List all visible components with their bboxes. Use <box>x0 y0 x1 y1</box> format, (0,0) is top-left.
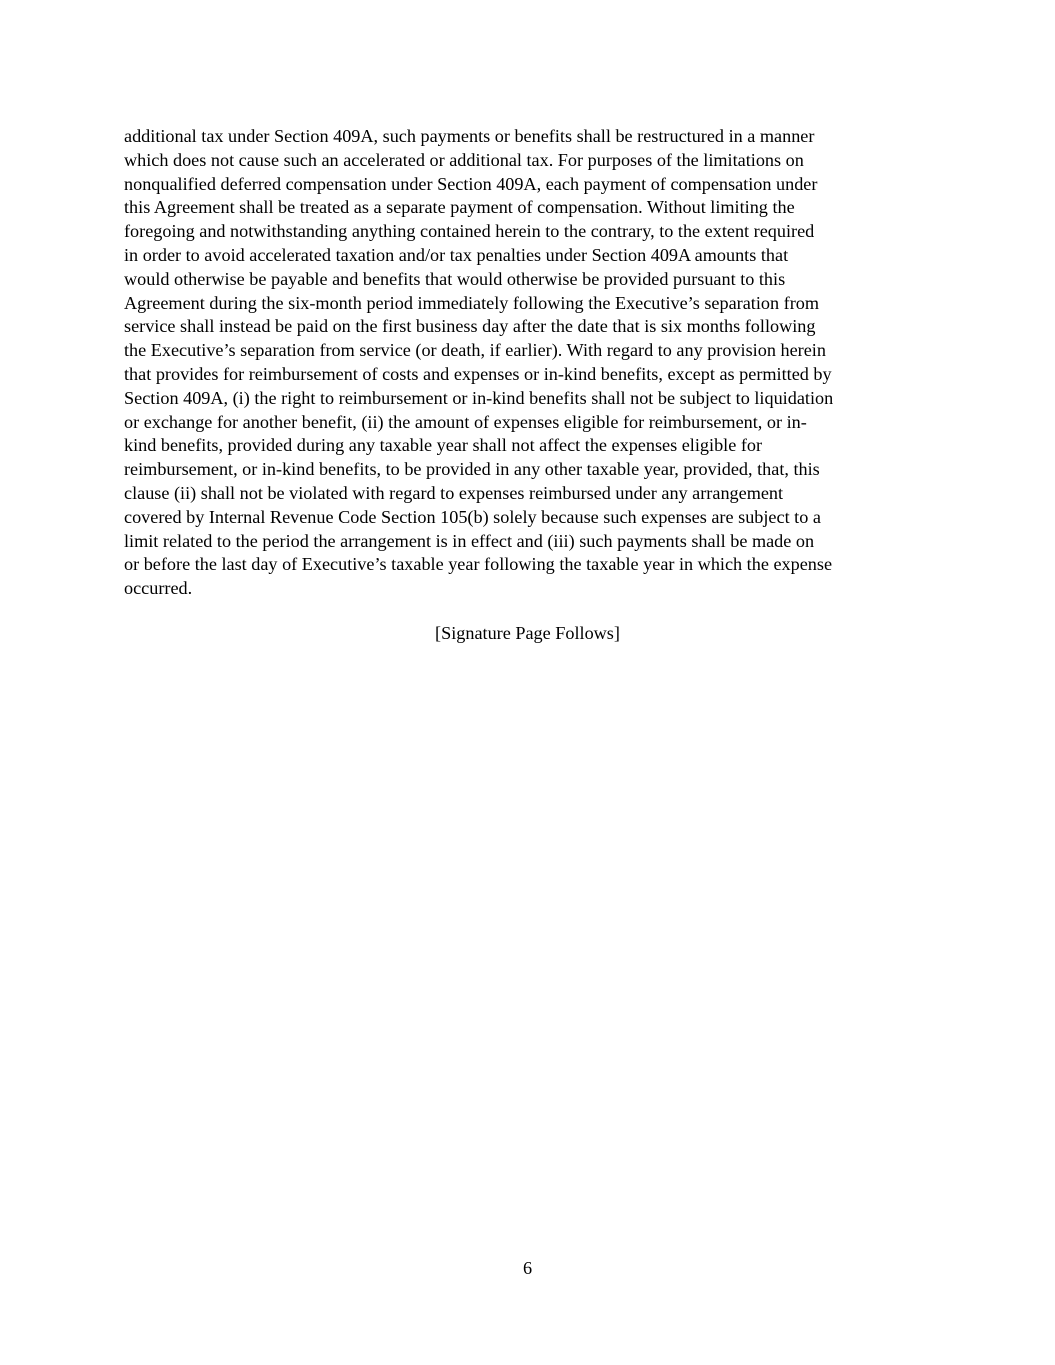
body-line: clause (ii) shall not be violated with regard to expenses reimbursed under any arrangement <box>124 482 784 503</box>
body-line: additional tax under Section 409A, such payments or benefits shall be restructured in a manner <box>124 126 815 146</box>
page-number: 6 <box>522 1258 533 1278</box>
body-paragraph <box>124 125 944 601</box>
body-line: or exchange for another benefit, (ii) the amount of expenses eligible for reimbursement, or in- <box>124 411 807 432</box>
body-line: the Executive’s separation from service (or death, if earlier). With regard to any provision herein <box>124 340 826 361</box>
body-line: which does not cause such an accelerated or additional tax. For purposes of the limitations on <box>124 149 804 170</box>
body-line: nonqualified deferred compensation under Section 409A, each payment of compensation under <box>124 173 818 194</box>
body-line: that provides for reimbursement of costs and expenses or in-kind benefits, except as permitted by <box>124 363 832 384</box>
body-line: kind benefits, provided during any taxable year shall not affect the expenses eligible for <box>124 435 763 456</box>
body-line: Agreement during the six-month period immediately following the Executive’s separation from <box>124 292 819 313</box>
body-line: or before the last day of Executive’s taxable year following the taxable year in which the expense <box>124 554 833 575</box>
body-line: in order to avoid accelerated taxation and/or tax penalties under Section 409A amounts that <box>124 244 789 265</box>
body-line: reimbursement, or in-kind benefits, to be provided in any other taxable year, provided, that, this <box>124 459 820 480</box>
body-line: occurred. <box>124 578 193 599</box>
body-line: foregoing and notwithstanding anything contained herein to the contrary, to the extent required <box>124 221 815 242</box>
body-line: limit related to the period the arrangement is in effect and (iii) such payments shall be made on <box>124 530 815 551</box>
body-line: covered by Internal Revenue Code Section 105(b) solely because such expenses are subject to a <box>124 506 821 527</box>
body-line: this Agreement shall be treated as a separate payment of compensation. Without limiting the <box>124 197 795 218</box>
signature-page-note: [Signature Page Follows] <box>435 623 620 643</box>
body-line: would otherwise be payable and benefits that would otherwise be provided pursuant to this <box>124 268 786 289</box>
body-line: Section 409A, (i) the right to reimbursement or in-kind benefits shall not be subject to liquidation <box>124 387 834 408</box>
body-line: service shall instead be paid on the first business day after the date that is six months following <box>124 316 816 337</box>
